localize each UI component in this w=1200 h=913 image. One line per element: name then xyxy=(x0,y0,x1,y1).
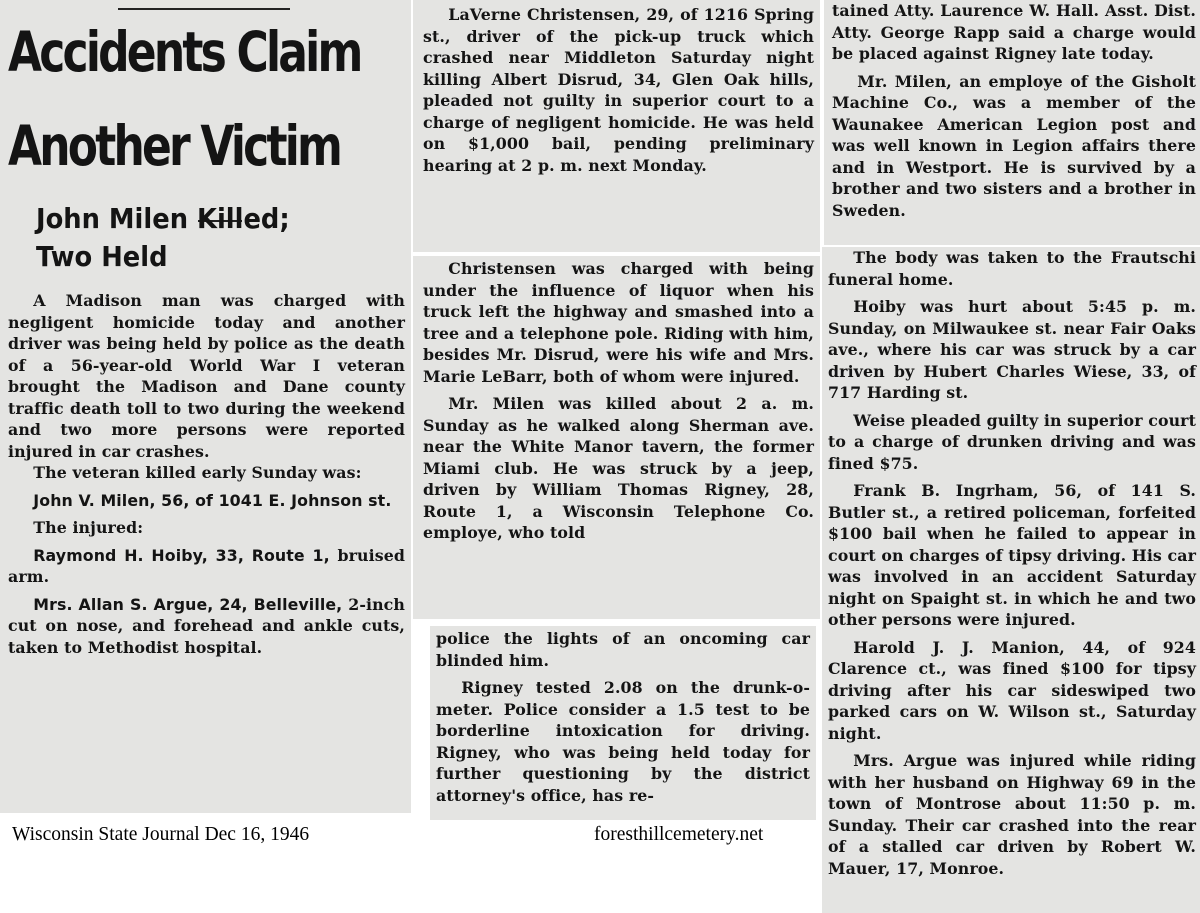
injured-1-detail: bruised arm. xyxy=(8,545,405,586)
killed-intro: The veteran killed early Sunday was: xyxy=(33,463,362,482)
article-column-3-bottom xyxy=(822,247,1200,913)
weise-paragraph: Weise pleaded guilty in superior court to a charge of drunken driving and was fined $75. xyxy=(828,410,1196,473)
injured-1-name: Raymond H. Hoiby, 33, Route 1, xyxy=(33,545,330,565)
funeral-home-paragraph: The body was taken to the Frautschi funeral home. xyxy=(828,248,1196,289)
milen-employe-paragraph: Mr. Milen, an employe of the Gisholt Machine Co., was a member of the Waunakee American Legion post and was well known in Legion affairs there and in Westport. He is survived by a brother and two sisters and a brother in Sweden. xyxy=(832,71,1196,220)
christensen-charged-paragraph: Christensen was charged with being under the influence of liquor when his truck left the highway and smashed into a tree and a telephone pole. Riding with him, besides Mr. Disrud, were his wife and Mrs. Marie LeBarr, both of whom were injured. xyxy=(423,259,814,386)
subhead-line-1: John Milen Killed; xyxy=(36,202,290,235)
rigney-tested-paragraph: Rigney tested 2.08 on the drunk-o-meter. Police consider a 1.5 test to be borderline intoxication for driving. Rigney, who was being held today for further questioning by the district attorney's office, has re- xyxy=(436,678,810,805)
article-column-1 xyxy=(0,0,411,813)
headline-top-rule xyxy=(118,8,290,10)
killed-name: John V. Milen, 56, of 1041 E. Johnson st. xyxy=(33,490,392,510)
injured-2-name: Mrs. Allan S. Argue, 24, Belleville, xyxy=(33,594,343,614)
injured-2-detail: 2-inch cut on nose, and forehead and ankle cuts, taken to Methodist hospital. xyxy=(8,594,405,657)
article-column-2-top xyxy=(413,0,820,252)
headline-line-1: Accidents Claim xyxy=(8,20,361,84)
source-caption: Wisconsin State Journal Dec 16, 1946 xyxy=(12,824,310,845)
christensen-paragraph: LaVerne Christensen, 29, of 1216 Spring st., driver of the pick-up truck which crashed near Middleton Saturday night killing Albert Disrud, 34, Glen Oak hills, pleaded not guilty in superior court to a charge of negligent homicide. He was held on $1,000 bail, pending preliminary hearing at 2 p. m. next Monday. xyxy=(423,5,814,175)
article-column-2-middle xyxy=(413,256,820,619)
website-caption: foresthillcemetery.net xyxy=(594,824,764,845)
intro-paragraph: A Madison man was charged with negligent homicide today and another driver was being held by police as the death of a 56-year-old World War I veteran brought the Madison and Dane county traffic death toll to two during the weekend and two more persons were reported injured in car crashes. xyxy=(8,291,405,461)
article-column-2-bottom xyxy=(430,626,816,820)
article-column-3-top xyxy=(824,0,1200,245)
manion-paragraph: Harold J. J. Manion, 44, of 924 Clarence ct., was fined $100 for tipsy driving after his car sideswiped two parked cars on W. Wilson st., Saturday night. xyxy=(828,637,1196,743)
injured-2 xyxy=(8,594,405,659)
subhead-line-2: Two Held xyxy=(36,240,168,273)
headline-line-2: Another Victim xyxy=(8,114,341,178)
injured-intro: The injured: xyxy=(33,518,144,537)
rigney-lights-paragraph: police the lights of an oncoming car blinded him. xyxy=(436,629,810,670)
argue-paragraph: Mrs. Argue was injured while riding with her husband on Highway 69 in the town of Montrose about 11:50 p. m. Sunday. Their car crashed into the rear of a stalled car driven by Robert W. Mauer, 17, Monroe. xyxy=(828,751,1196,878)
ingrham-paragraph: Frank B. Ingrham, 56, of 141 S. Butler st., a retired policeman, forfeited $100 bail when he failed to appear in court on charges of tipsy driving. His car was involved in an accident Saturday night on Spaight st. in which he and two other persons were injured. xyxy=(828,481,1196,629)
injured-1 xyxy=(8,545,405,588)
hall-rapp-paragraph: tained Atty. Laurence W. Hall. Asst. Dist. Atty. George Rapp said a charge would be placed against Rigney late today. xyxy=(832,1,1196,63)
milen-killed-paragraph: Mr. Milen was killed about 2 a. m. Sunday as he walked along Sherman ave. near the White Manor tavern, the former Miami club. He was struck by a jeep, driven by William Thomas Rigney, 28, Route 1, a Wisconsin Telephone Co. employe, who told xyxy=(423,394,814,542)
hoiby-paragraph: Hoiby was hurt about 5:45 p. m. Sunday, on Milwaukee st. near Fair Oaks ave., where his car was struck by a car driven by Hubert Charles Wiese, 33, of 717 Harding st. xyxy=(828,297,1196,402)
